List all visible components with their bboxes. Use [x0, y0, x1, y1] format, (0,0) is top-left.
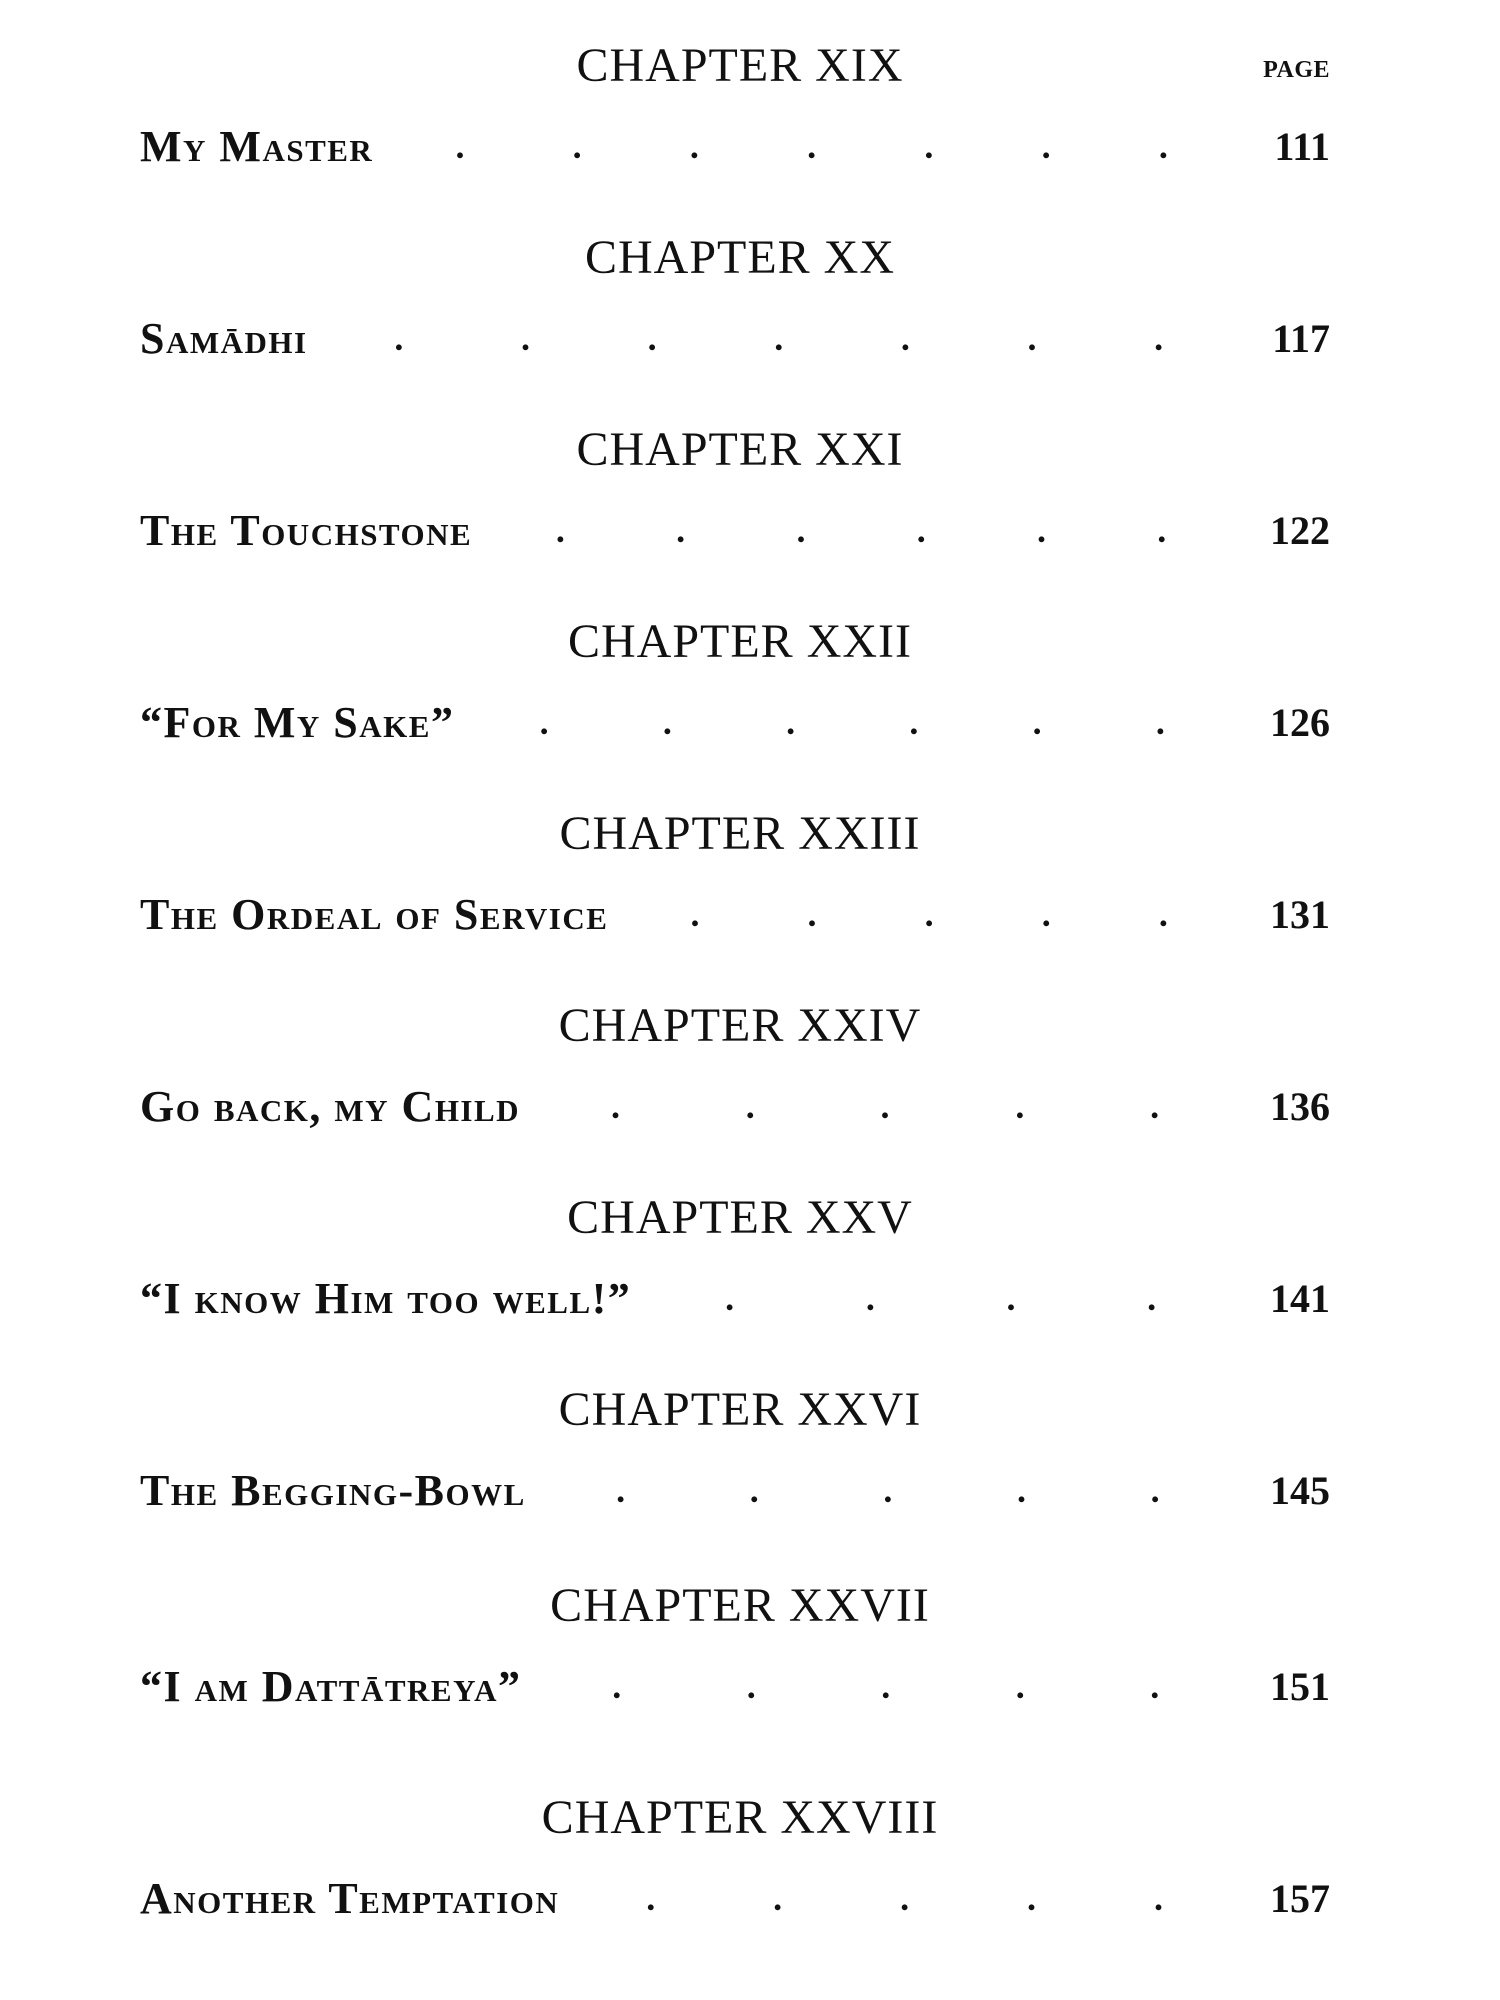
leader-dot: .	[773, 1880, 783, 1916]
leader-dot: .	[539, 704, 549, 740]
dot-leader	[308, 320, 1250, 356]
toc-row[interactable]	[140, 884, 1330, 944]
leader-dot: .	[1158, 896, 1168, 932]
chapter-entry	[0, 38, 1500, 218]
toc-row[interactable]	[140, 1076, 1330, 1136]
chapter-entry	[0, 1790, 1500, 1970]
chapter-heading: CHAPTER XXVIII	[541, 1791, 939, 1844]
dot-leader	[526, 1472, 1250, 1508]
chapter-entry	[0, 230, 1500, 410]
page-number: 111	[1274, 123, 1330, 169]
dot-leader	[522, 1668, 1250, 1704]
chapter-entry	[0, 1190, 1500, 1370]
chapter-heading: CHAPTER XXVI	[558, 1383, 922, 1436]
chapter-entry	[0, 998, 1500, 1178]
leader-dot: .	[1041, 128, 1051, 164]
toc-row[interactable]	[140, 308, 1330, 368]
leader-dot: .	[1147, 1280, 1157, 1316]
leader-dot: .	[1150, 1088, 1160, 1124]
chapter-entry	[0, 806, 1500, 986]
leader-dot: .	[394, 320, 404, 356]
chapter-title: Go back, my Child	[140, 1081, 521, 1131]
chapter-title: Another Temptation	[140, 1873, 560, 1923]
leader-dot: .	[690, 896, 700, 932]
leader-dot: .	[1027, 1880, 1037, 1916]
dot-leader	[520, 1088, 1250, 1124]
leader-dot: .	[881, 1668, 891, 1704]
page-number: 151	[1270, 1663, 1330, 1709]
chapter-title: My Master	[140, 121, 374, 171]
chapter-entry	[0, 614, 1500, 794]
toc-row[interactable]	[140, 692, 1330, 752]
leader-dot: .	[1037, 512, 1046, 548]
chapter-heading: CHAPTER XXII	[568, 615, 912, 668]
leader-dot: .	[786, 704, 796, 740]
chapter-heading: CHAPTER XXI	[576, 423, 904, 476]
leader-dot: .	[749, 1472, 759, 1508]
page-number: 117	[1272, 315, 1330, 361]
leader-dot: .	[610, 1088, 620, 1124]
dot-leader	[472, 512, 1250, 548]
dot-leader	[631, 1280, 1250, 1316]
leader-dot: .	[1150, 1472, 1160, 1508]
toc-row[interactable]	[140, 1268, 1330, 1328]
leader-dot: .	[1015, 1088, 1025, 1124]
page-number: 126	[1270, 699, 1330, 745]
leader-dot: .	[1158, 128, 1168, 164]
leader-dot: .	[1015, 1668, 1025, 1704]
chapter-entry	[0, 422, 1500, 602]
leader-dot: .	[880, 1088, 890, 1124]
leader-dot: .	[900, 1880, 910, 1916]
chapter-title: “I am Dattātreya”	[140, 1661, 522, 1711]
page-number: 136	[1270, 1083, 1330, 1129]
page-number: 131	[1270, 891, 1330, 937]
leader-dot: .	[616, 1472, 626, 1508]
toc-row[interactable]	[140, 1868, 1330, 1928]
chapter-entry	[0, 1382, 1500, 1562]
leader-dot: .	[746, 1668, 756, 1704]
leader-dot: .	[1027, 320, 1037, 356]
chapter-heading: CHAPTER XXIII	[559, 807, 921, 860]
chapter-title: “I know Him too well!”	[140, 1273, 632, 1323]
leader-dot: .	[455, 128, 465, 164]
chapter-title: “For My Sake”	[140, 697, 455, 747]
chapter-heading: CHAPTER XXIV	[558, 999, 922, 1052]
leader-dot: .	[796, 512, 806, 548]
leader-dot: .	[774, 320, 784, 356]
leader-dot: .	[1016, 1472, 1026, 1508]
leader-dot: .	[883, 1472, 893, 1508]
chapter-entry	[0, 1578, 1500, 1758]
chapter-heading: CHAPTER XX	[584, 231, 896, 284]
leader-dot: .	[647, 320, 657, 356]
dot-leader	[559, 1880, 1250, 1916]
page-number: 122	[1270, 507, 1330, 553]
page-number: 141	[1270, 1275, 1330, 1321]
leader-dot: .	[646, 1880, 656, 1916]
page-column-label: page	[1263, 48, 1330, 85]
leader-dot: .	[1150, 1668, 1160, 1704]
leader-dot: .	[662, 704, 672, 740]
toc-row[interactable]	[140, 116, 1330, 176]
leader-dot: .	[745, 1088, 755, 1124]
leader-dot: .	[725, 1280, 735, 1316]
dot-leader	[608, 896, 1250, 932]
leader-dot: .	[1157, 512, 1167, 548]
leader-dot: .	[1041, 896, 1051, 932]
page-number: 145	[1270, 1467, 1330, 1513]
leader-dot: .	[555, 512, 565, 548]
chapter-title: The Begging-Bowl	[140, 1465, 526, 1515]
leader-dot: .	[676, 512, 686, 548]
dot-leader	[373, 128, 1250, 164]
chapter-title: Samādhi	[140, 313, 308, 363]
leader-dot: .	[916, 512, 926, 548]
leader-dot: .	[1154, 320, 1164, 356]
chapter-title: The Touchstone	[140, 505, 473, 555]
leader-dot: .	[807, 128, 817, 164]
dot-leader	[454, 704, 1250, 740]
leader-dot: .	[572, 128, 582, 164]
page-number: 157	[1270, 1875, 1330, 1921]
leader-dot: .	[924, 128, 934, 164]
chapter-title: The Ordeal of Service	[140, 889, 609, 939]
toc-row[interactable]	[140, 1656, 1330, 1716]
chapter-heading: CHAPTER XIX	[576, 39, 904, 92]
leader-dot: .	[909, 704, 919, 740]
leader-dot: .	[689, 128, 699, 164]
leader-dot: .	[1032, 704, 1042, 740]
leader-dot: .	[900, 320, 910, 356]
leader-dot: .	[1153, 1880, 1163, 1916]
toc-row[interactable]	[140, 500, 1330, 560]
leader-dot: .	[1155, 704, 1165, 740]
leader-dot: .	[521, 320, 531, 356]
leader-dot: .	[612, 1668, 622, 1704]
chapter-heading: CHAPTER XXVII	[550, 1579, 930, 1632]
leader-dot: .	[1006, 1280, 1016, 1316]
chapter-heading: CHAPTER XXV	[567, 1191, 913, 1244]
leader-dot: .	[807, 896, 817, 932]
leader-dot: .	[865, 1280, 875, 1316]
leader-dot: .	[924, 896, 934, 932]
toc-row[interactable]	[140, 1460, 1330, 1520]
